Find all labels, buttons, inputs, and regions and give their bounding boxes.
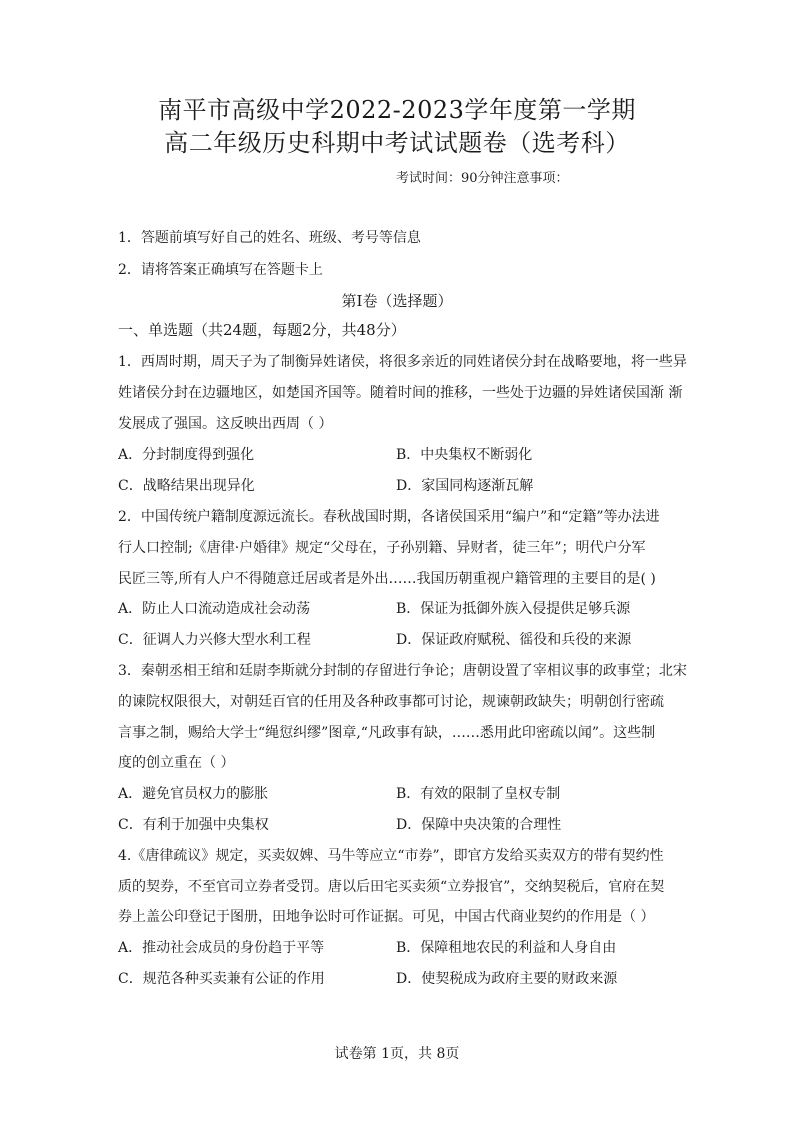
- question-text-line: 发展成了强国。这反映出西周（ ）: [118, 416, 333, 432]
- note-item: 1．答题前填写好自己的姓名、班级、考号等信息: [118, 230, 421, 246]
- option-c: C．征调人力兴修大型水利工程: [118, 632, 311, 648]
- option-b: B．保障租地农民的利益和人身自由: [396, 940, 617, 956]
- question-text-line: 2．中国传统户籍制度源远流长。春秋战国时期，各诸侯国采用“编户”和“定籍”等办法进: [118, 509, 660, 525]
- question-text-line: 民匠三等,所有人户不得随意迁居或者是外出……我国历朝重视户籍管理的主要目的是( ): [118, 571, 656, 587]
- option-a: A．防止人口流动造成社会动荡: [118, 601, 311, 617]
- option-b: B．保证为抵御外族入侵提供足够兵源: [396, 601, 631, 617]
- question-text-line: 行人口控制;《唐律·户婚律》规定“父母在，子孙别籍、异财者，徒三年”；明代户分军: [118, 540, 646, 556]
- exam-title-line-2: 高二年级历史科期中考试试题卷（选考科）: [164, 129, 630, 157]
- question-text-line: 4.《唐律疏议》规定，买卖奴婢、马牛等应立“市券”，即官方发给买卖双方的带有契约性: [118, 848, 664, 864]
- exam-time-notice: 考试时间：90分钟注意事项：: [396, 171, 569, 186]
- question-text-line: 言事之制，赐给大学士“绳愆纠缪”图章,“凡政事有缺，……悉用此印密疏以闻”。这些制: [118, 725, 656, 741]
- option-d: D．家国同构逐渐瓦解: [396, 478, 534, 494]
- option-a: A．推动社会成员的身份趋于平等: [118, 940, 325, 956]
- option-d: D．保障中央决策的合理性: [396, 817, 562, 833]
- option-c: C．战略结果出现异化: [118, 478, 255, 494]
- section-title: 第I卷（选择题）: [341, 292, 453, 310]
- question-text-line: 1．西周时期，周天子为了制衡异姓诸侯，将很多亲近的同姓诸侯分封在战略要地，将一些异: [118, 354, 687, 370]
- option-d: D．保证政府赋税、徭役和兵役的来源: [396, 632, 632, 648]
- section-heading: 一、单选题（共24题，每题2分，共48分）: [118, 321, 406, 339]
- option-a: A．避免官员权力的膨胀: [118, 786, 269, 802]
- option-b: B．中央集权不断弱化: [396, 447, 533, 463]
- option-d: D．使契税成为政府主要的财政来源: [396, 971, 618, 987]
- question-text-line: 质的契券，不至官司立券者受罚。唐以后田宅买卖须“立券报官”，交纳契税后，官府在契: [118, 879, 665, 895]
- question-text-line: 姓诸侯分封在边疆地区，如楚国齐国等。随着时间的推移，一些处于边疆的异姓诸侯国渐 渐: [118, 385, 683, 401]
- option-a: A．分封制度得到强化: [118, 447, 255, 463]
- option-c: C．有利于加强中央集权: [118, 817, 269, 833]
- option-b: B．有效的限制了皇权专制: [396, 786, 561, 802]
- note-item: 2．请将答案正确填写在答题卡上: [118, 262, 323, 278]
- option-c: C．规范各种买卖兼有公证的作用: [118, 971, 325, 987]
- question-text-line: 3．秦朝丞相王绾和廷尉李斯就分封制的存留进行争论；唐朝设置了宰相议事的政事堂；北宋: [118, 663, 687, 679]
- exam-title-line-1: 南平市高级中学2022-2023学年度第一学期: [158, 96, 636, 124]
- question-text-line: 的谏院权限很大，对朝廷百官的任用及各种政事都可讨论，规谏朝政缺失；明朝创行密疏: [118, 694, 664, 710]
- page-footer: 试卷第 1页，共 8页: [334, 1046, 460, 1062]
- question-text-line: 券上盖公印登记于图册，田地争讼时可作证据。可见，中国古代商业契约的作用是（ ）: [118, 909, 655, 925]
- question-text-line: 度的创立重在（ ）: [118, 755, 235, 771]
